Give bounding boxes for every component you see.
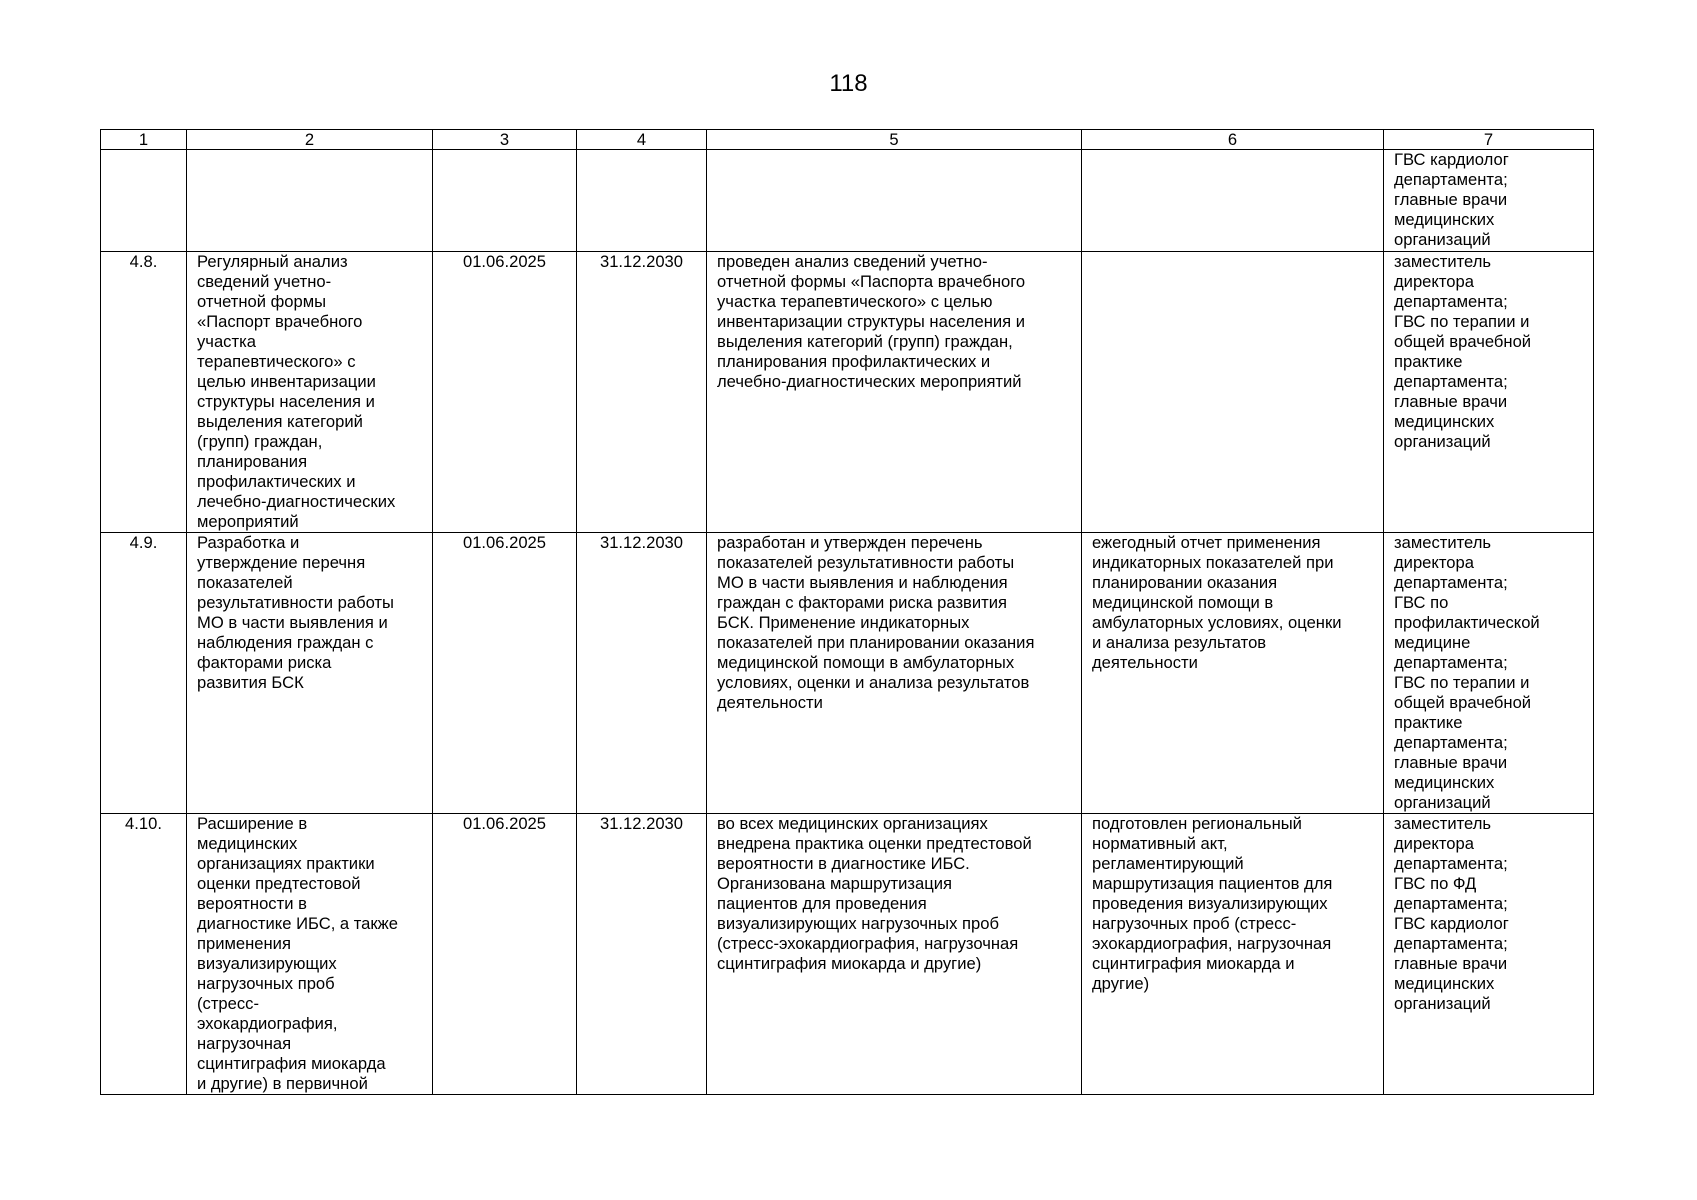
table-row	[101, 150, 1594, 252]
start-date-cell: 01.06.2025	[433, 252, 577, 533]
indicator-cell	[1082, 150, 1384, 252]
indicator-cell	[1082, 252, 1384, 533]
responsible-cell: ГВС кардиолог департамента; главные врачи медицинских организаций	[1384, 150, 1594, 252]
responsible-cell: заместитель директора департамента; ГВС по терапии и общей врачебной практике департамента; главные врачи медицинских организаций	[1384, 252, 1594, 533]
column-number: 3	[433, 130, 577, 150]
responsible-cell: заместитель директора департамента; ГВС по профилактической медицине департамента; ГВС по терапии и общей врачебной практике департамента; главные врачи медицинских организаций	[1384, 533, 1594, 814]
column-number-row	[101, 130, 1594, 150]
column-number: 6	[1082, 130, 1384, 150]
table-row	[101, 814, 1594, 1095]
end-date-cell	[577, 150, 707, 252]
result-cell: во всех медицинских организациях внедрена практика оценки предтестовой вероятности в диагностике ИБС. Организована маршрутизация пациентов для проведения визуализирующих нагрузочных проб (стресс-эхокардиография, нагрузочная сцинтиграфия миокарда и другие)	[707, 814, 1082, 1095]
end-date-cell: 31.12.2030	[577, 252, 707, 533]
column-number: 4	[577, 130, 707, 150]
plan-table	[100, 129, 1594, 1095]
item-number-cell: 4.9.	[101, 533, 187, 814]
page-number: 118	[829, 70, 868, 97]
column-number: 7	[1384, 130, 1594, 150]
item-number-cell	[101, 150, 187, 252]
start-date-cell: 01.06.2025	[433, 533, 577, 814]
column-number: 1	[101, 130, 187, 150]
result-cell	[707, 150, 1082, 252]
column-number: 5	[707, 130, 1082, 150]
end-date-cell: 31.12.2030	[577, 814, 707, 1095]
table-row	[101, 533, 1594, 814]
item-number-cell: 4.10.	[101, 814, 187, 1095]
table-row	[101, 252, 1594, 533]
column-number: 2	[187, 130, 433, 150]
result-cell: проведен анализ сведений учетно- отчетной формы «Паспорта врачебного участка терапевтического» с целью инвентаризации структуры населения и выделения категорий (групп) граждан, планирования профилактических и лечебно-диагностических мероприятий	[707, 252, 1082, 533]
start-date-cell: 01.06.2025	[433, 814, 577, 1095]
activity-cell: Разработка и утверждение перечня показателей результативности работы МО в части выявления и наблюдения граждан с факторами риска развития БСК	[187, 533, 433, 814]
end-date-cell: 31.12.2030	[577, 533, 707, 814]
activity-cell	[187, 150, 433, 252]
responsible-cell: заместитель директора департамента; ГВС по ФД департамента; ГВС кардиолог департамента; главные врачи медицинских организаций	[1384, 814, 1594, 1095]
indicator-cell: подготовлен региональный нормативный акт, регламентирующий маршрутизация пациентов для проведения визуализирующих нагрузочных проб (стресс- эхокардиография, нагрузочная сцинтиграфия миокарда и другие)	[1082, 814, 1384, 1095]
start-date-cell	[433, 150, 577, 252]
item-number-cell: 4.8.	[101, 252, 187, 533]
result-cell: разработан и утвержден перечень показателей результативности работы МО в части выявления и наблюдения граждан с факторами риска развития БСК. Применение индикаторных показателей при планировании оказания медицинской помощи в амбулаторных условиях, оценки и анализа результатов деятельности	[707, 533, 1082, 814]
indicator-cell: ежегодный отчет применения индикаторных показателей при планировании оказания медицинской помощи в амбулаторных условиях, оценки и анализа результатов деятельности	[1082, 533, 1384, 814]
activity-cell: Регулярный анализ сведений учетно- отчетной формы «Паспорт врачебного участка терапевтического» с целью инвентаризации структуры населения и выделения категорий (групп) граждан, планирования профилактических и лечебно-диагностических мероприятий	[187, 252, 433, 533]
activity-cell: Расширение в медицинских организациях практики оценки предтестовой вероятности в диагностике ИБС, а также применения визуализирующих нагрузочных проб (стресс- эхокардиография, нагрузочная сцинтиграфия миокарда и другие) в первичной	[187, 814, 433, 1095]
